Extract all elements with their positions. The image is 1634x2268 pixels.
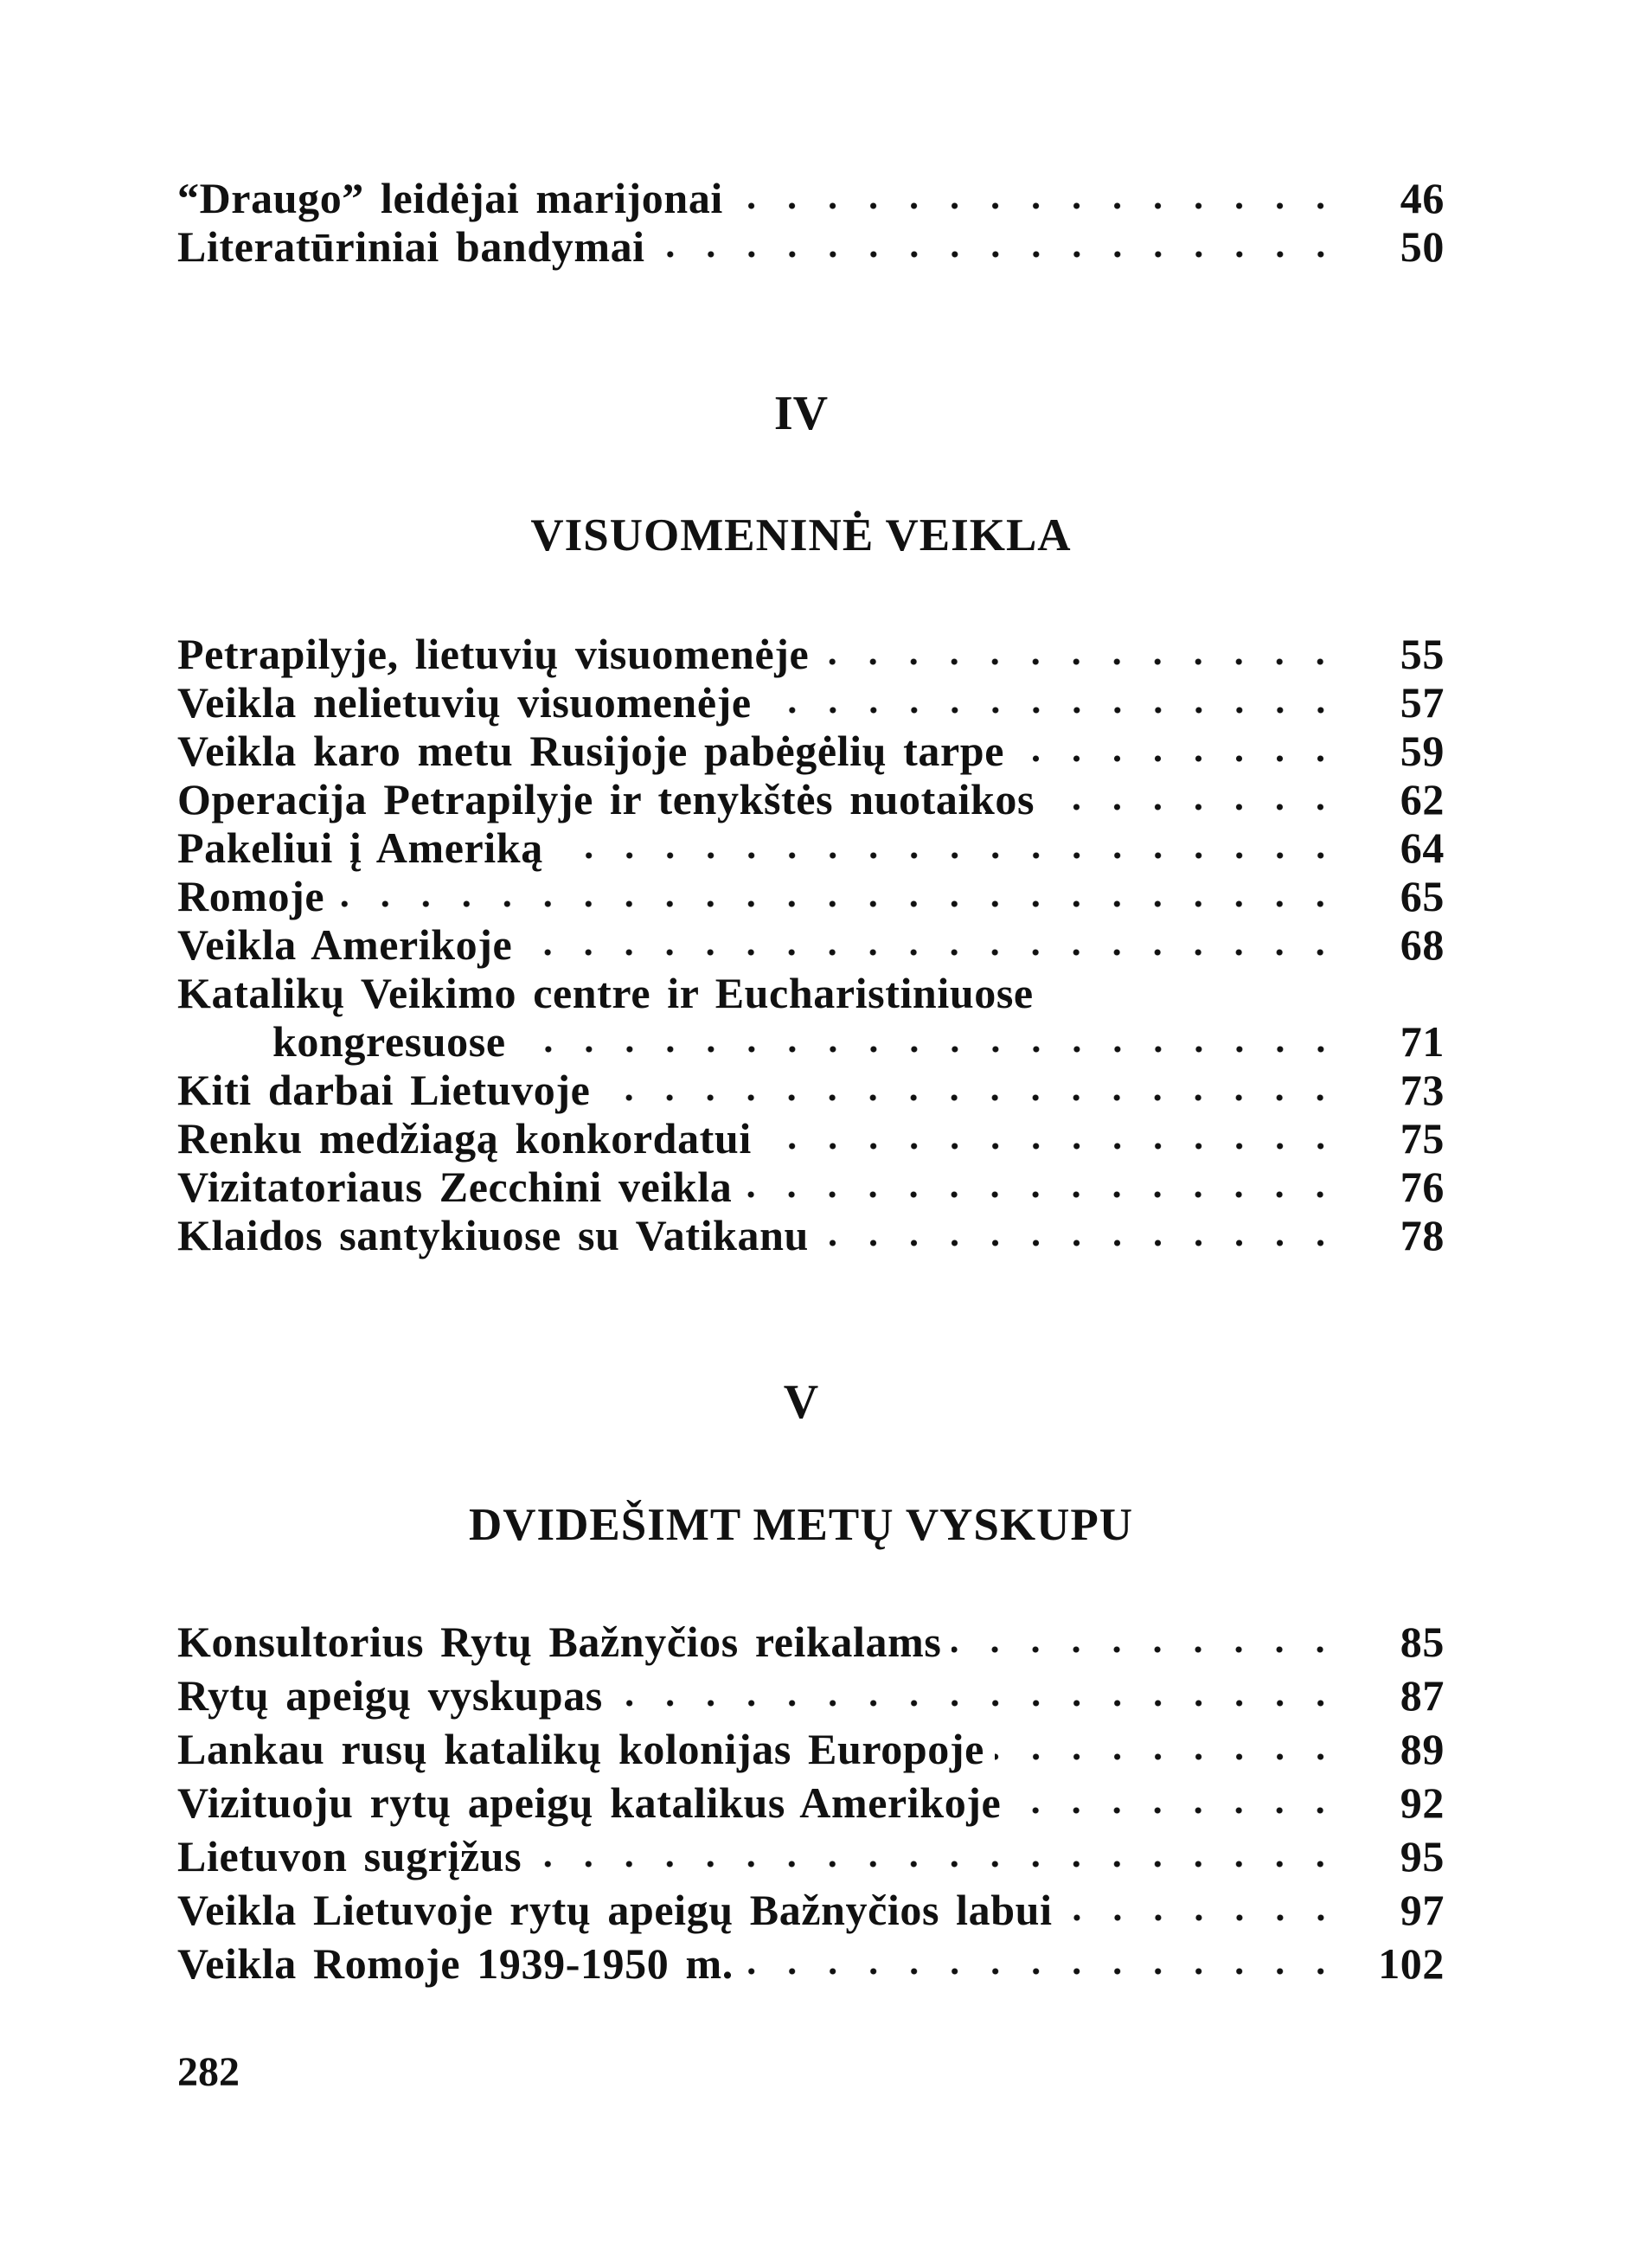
toc-entry-title: Rytų apeigų vyskupas xyxy=(177,1671,603,1720)
dot-leader xyxy=(995,1722,1341,1776)
dot-leader xyxy=(1011,1776,1341,1829)
toc-entry-page: 78 xyxy=(1400,1211,1445,1259)
toc-continued-list xyxy=(177,174,1445,271)
toc-entry xyxy=(177,174,1445,222)
part-v-heading: DVIDEŠIMT METŲ VYSKUPU xyxy=(468,1500,1134,1550)
toc-entry-page: 102 xyxy=(1378,1939,1445,1988)
toc-entry-title: Kiti darbai Lietuvoje xyxy=(177,1066,591,1114)
toc-entry xyxy=(177,630,1445,678)
part-iv-list xyxy=(177,630,1445,1259)
toc-entry-title: Vizitatoriaus Zecchini veikla xyxy=(177,1163,733,1211)
part-v-list xyxy=(177,1615,1445,1990)
toc-entry xyxy=(177,1066,1445,1114)
toc-entry xyxy=(177,1883,1445,1937)
dot-leader xyxy=(1045,775,1341,823)
dot-leader xyxy=(762,1114,1341,1163)
dot-leader xyxy=(742,1163,1341,1211)
toc-entry-title: Renku medžiagą konkordatui xyxy=(177,1114,752,1163)
toc-entry-title: Petrapilyje, lietuvių visuomenėje xyxy=(177,630,810,678)
toc-entry-page: 71 xyxy=(1400,1017,1445,1066)
toc-entry-page: 95 xyxy=(1400,1832,1445,1880)
toc-entry xyxy=(177,1776,1445,1829)
dot-leader xyxy=(532,1829,1341,1883)
page-number: 282 xyxy=(177,2049,240,2095)
toc-entry-page: 73 xyxy=(1400,1066,1445,1114)
toc-entry-page: 97 xyxy=(1400,1886,1445,1934)
toc-entry-title: “Draugo” leidėjai marijonai xyxy=(177,174,723,222)
dot-leader xyxy=(656,222,1341,271)
toc-entry xyxy=(177,1937,1445,1990)
dot-leader xyxy=(335,872,1341,920)
toc-entry-page: 57 xyxy=(1400,678,1445,727)
part-v-numeral: V xyxy=(783,1375,819,1429)
toc-entry xyxy=(177,1114,1445,1163)
toc-entry-title: Operacija Petrapilyje ir tenykštės nuotaikos xyxy=(177,775,1035,823)
dot-leader xyxy=(522,920,1341,969)
toc-entry-title: kongresuose xyxy=(272,1017,506,1066)
toc-entry xyxy=(177,222,1445,271)
toc-entry-page: 55 xyxy=(1400,630,1445,678)
leader-gap xyxy=(1044,969,1341,1017)
toc-entry-title: Lankau rusų katalikų kolonijas Europoje xyxy=(177,1725,984,1773)
toc-entry-page: 62 xyxy=(1400,775,1445,823)
toc-entry xyxy=(177,678,1445,727)
toc-entry-page: 75 xyxy=(1400,1114,1445,1163)
toc-entry xyxy=(177,969,1445,1017)
part-iv-heading: VISUOMENINĖ VEIKLA xyxy=(530,510,1072,561)
dot-leader xyxy=(819,1211,1341,1259)
toc-entry-continuation xyxy=(177,1017,1445,1066)
toc-entry-page: 65 xyxy=(1400,872,1445,920)
dot-leader xyxy=(613,1669,1341,1722)
dot-leader xyxy=(554,823,1341,872)
toc-entry-page: 59 xyxy=(1400,727,1445,775)
dot-leader xyxy=(762,678,1341,727)
dot-leader xyxy=(744,1937,1341,1990)
toc-entry-title: Klaidos santykiuose su Vatikanu xyxy=(177,1211,809,1259)
toc-entry-title: Konsultorius Rytų Bažnyčios reikalams xyxy=(177,1618,942,1666)
dot-leader xyxy=(952,1615,1341,1669)
dot-leader xyxy=(1063,1883,1341,1937)
toc-entry-title: Vizituoju rytų apeigų katalikus Amerikoje xyxy=(177,1778,1002,1827)
toc-entry-page: 87 xyxy=(1400,1671,1445,1720)
toc-entry xyxy=(177,920,1445,969)
toc-entry xyxy=(177,1829,1445,1883)
toc-entry-page: 92 xyxy=(1400,1778,1445,1827)
toc-entry xyxy=(177,823,1445,872)
toc-entry xyxy=(177,1722,1445,1776)
toc-entry-page: 64 xyxy=(1400,823,1445,872)
toc-entry-title: Veikla Lietuvoje rytų apeigų Bažnyčios labui xyxy=(177,1886,1053,1934)
part-iv-numeral: IV xyxy=(773,387,829,440)
toc-entry-page: 68 xyxy=(1400,920,1445,969)
toc-entry-title: Veikla nelietuvių visuomenėje xyxy=(177,678,752,727)
toc-entry-title: Romoje xyxy=(177,872,325,920)
dot-leader xyxy=(516,1017,1341,1066)
toc-entry-page: 50 xyxy=(1400,222,1445,271)
toc-entry xyxy=(177,1211,1445,1259)
toc-entry xyxy=(177,775,1445,823)
dot-leader xyxy=(600,1066,1341,1114)
toc-entry-title: Literatūriniai bandymai xyxy=(177,222,645,271)
toc-entry-page xyxy=(1341,969,1445,1017)
toc-entry xyxy=(177,872,1445,920)
toc-entry xyxy=(177,727,1445,775)
dot-leader xyxy=(819,630,1341,678)
toc-entry-page: 89 xyxy=(1400,1725,1445,1773)
dot-leader xyxy=(1015,727,1341,775)
toc-entry-title: Pakeliui į Ameriką xyxy=(177,823,543,872)
toc-entry-title: Katalikų Veikimo centre ir Eucharistiniuose xyxy=(177,969,1034,1017)
toc-entry xyxy=(177,1163,1445,1211)
toc-entry-page: 85 xyxy=(1400,1618,1445,1666)
toc-entry-page: 46 xyxy=(1400,174,1445,222)
toc-entry-title: Veikla Romoje 1939-1950 m. xyxy=(177,1939,734,1988)
toc-entry-page: 76 xyxy=(1400,1163,1445,1211)
toc-entry-title: Lietuvon sugrįžus xyxy=(177,1832,522,1880)
toc-entry-title: Veikla Amerikoje xyxy=(177,920,513,969)
toc-entry xyxy=(177,1669,1445,1722)
toc-entry-title: Veikla karo metu Rusijoje pabėgėlių tarpe xyxy=(177,727,1004,775)
dot-leader xyxy=(734,174,1341,222)
toc-entry xyxy=(177,1615,1445,1669)
